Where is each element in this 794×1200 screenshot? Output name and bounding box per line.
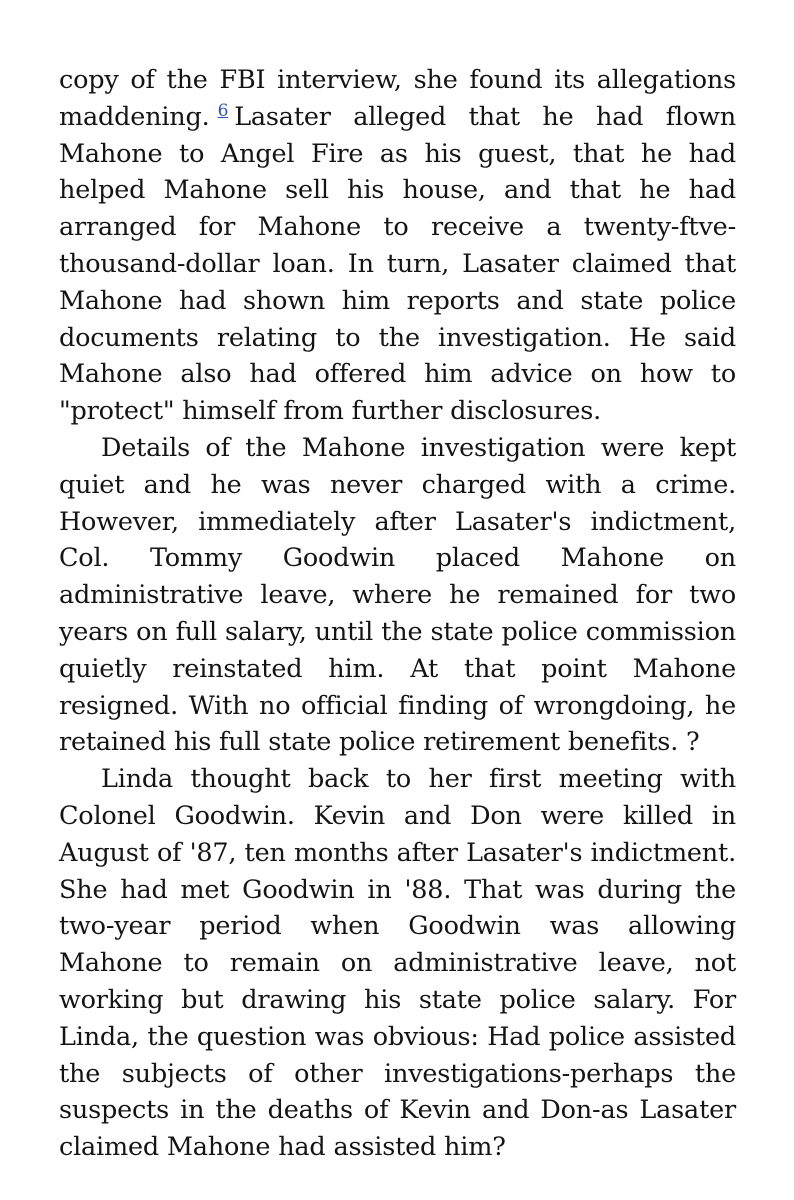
paragraph-text-before-footnote: copy of the FBI interview, she found its allegations maddening. <box>59 65 736 132</box>
book-page <box>59 62 736 1166</box>
paragraph-fbi-interview <box>59 62 736 430</box>
paragraph-text-after-footnote: Lasater alleged that he had flown Mahone to Angel Fire as his guest, that he had helped Mahone sell his house, and that he had arranged for Mahone to receive a twenty-ftve-thousand-dollar loan. In turn, Lasater claimed that Mahone had shown him reports and state police documents relating to the investigation. He said Mahone also had offered him advice on how to "protect" himself from further disclosures. <box>59 101 736 427</box>
footnote-link[interactable]: 6 <box>217 100 229 121</box>
paragraph-linda-goodwin: Linda thought back to her first meeting with Colonel Goodwin. Kevin and Don were killed in August of '87, ten months after Lasater's indictment. She had met Goodwin in '88. That was during the two-year period when Goodwin was allowing Mahone to remain on administrative leave, not working but drawing his state police salary. For Linda, the question was obvious: Had police assisted the subjects of other investigations-perhaps the suspects in the deaths of Kevin and Don-as Lasater claimed Mahone had assisted him? <box>59 764 736 1163</box>
paragraph-mahone-investigation: Details of the Mahone investigation were kept quiet and he was never charged with a crime. However, immediately after Lasater's indictment, Col. Tommy Goodwin placed Mahone on administrative leave, where he remained for two years on full salary, until the state police commission quietly reinstated him. At that point Mahone resigned. With no official finding of wrongdoing, he retained his full state police retirement benefits. ? <box>59 432 736 758</box>
